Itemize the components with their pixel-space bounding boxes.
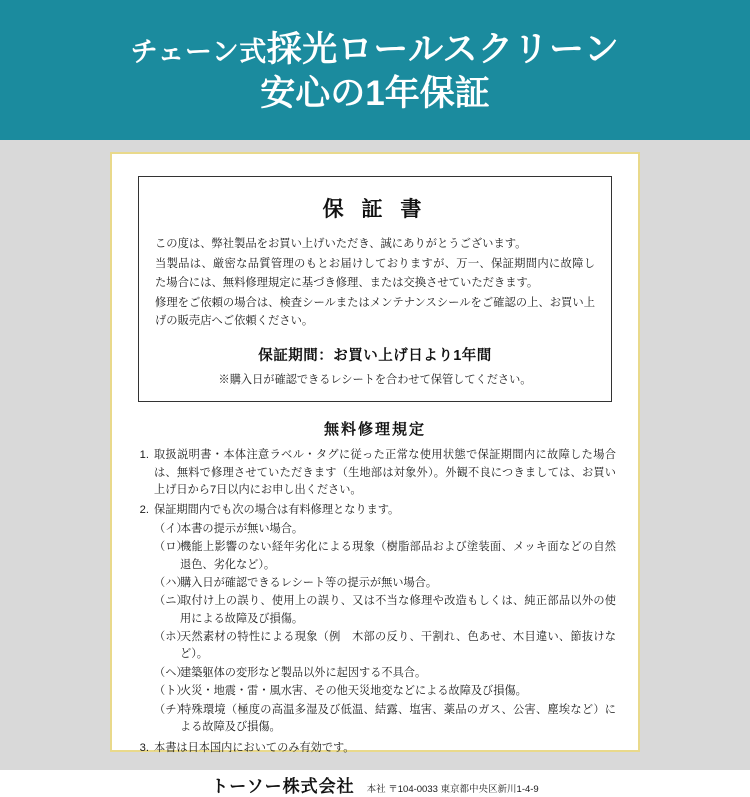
rule-sub-mark: （ホ） [154, 631, 188, 644]
rule-sub-text: 建築躯体の変形など製品以外に起因する不具合。 [180, 666, 427, 679]
rule-sub-item [154, 702, 616, 737]
rule-text: 取扱説明書・本体注意ラベル・タグに従った正常な使用状態で保証期間内に故障した場合は、無料で修理させていただきます（生地部は対象外）。外観不良につきましては、お買い上げ日から7日以内にお申し出ください。 [154, 449, 616, 497]
rule-sub-item [154, 593, 616, 628]
rule-sub-text: 取付け上の誤り、使用上の誤り、又は不当な修理や改造もしくは、純正部品以外の使用による故障及び損傷。 [180, 595, 616, 625]
rule-sub-item [154, 665, 616, 682]
rule-sub-item [154, 683, 616, 700]
rule-number: 2. [139, 503, 149, 516]
rule-text: 保証期間内でも次の場合は有料修理となります。 [154, 503, 400, 516]
rule-number: 1. [139, 449, 149, 462]
rule-sub-mark: （ロ） [154, 541, 188, 554]
banner-title-line-1 [130, 29, 620, 69]
header-banner [0, 0, 750, 140]
rule-sub-text: 本書の提示が無い場合。 [180, 522, 304, 535]
rule-sub-list [134, 521, 616, 736]
company-name: トーソー株式会社 [211, 776, 355, 796]
warranty-note: ※購入日が確認できるレシートを合わせて保管してください。 [218, 374, 532, 387]
rules-list [134, 447, 616, 757]
card-footer [134, 772, 616, 797]
company-address: 本社 〒104-0033 東京都中央区新川1-4-9 [366, 783, 539, 795]
rule-sub-mark: （ハ） [154, 577, 188, 589]
rules-title: 無料修理規定 [323, 421, 426, 439]
rule-sub-item [154, 521, 616, 538]
banner-title-line-2: 安心の1年保証 [260, 74, 490, 114]
rule-sub-text: 天然素材の特性による現象（例 木部の反り、干割れ、色あせ、木目違い、節抜けなど）。 [180, 631, 616, 661]
warranty-paragraph: この度は、弊社製品をお買い上げいただき、誠にありがとうございます。 [155, 238, 527, 250]
banner-title-main: 採光ロールスクリーン [266, 29, 620, 69]
warranty-title: 保 証 書 [322, 198, 428, 221]
banner-title-prefix: チェーン式 [130, 36, 267, 67]
rule-sub-mark: （ト） [154, 685, 188, 698]
rule-sub-mark: （チ） [154, 703, 188, 716]
rule-sub-text: 機能上影響のない経年劣化による現象（樹脂部品および塗装面、メッキ面などの自然退色、劣化など）。 [180, 541, 616, 571]
warranty-box [138, 176, 612, 402]
rule-item [134, 502, 616, 519]
warranty-card [110, 152, 640, 796]
rule-text: 本書は日本国内においてのみ有効です。 [154, 742, 355, 755]
warranty-period: 保証期間：お買い上げ日より1年間 [258, 348, 492, 365]
rule-sub-text: 購入日が確認できるレシート等の提示が無い場合。 [180, 577, 438, 589]
document-body-area [0, 140, 750, 796]
rule-sub-mark: （ニ） [154, 595, 188, 608]
rule-item [134, 740, 616, 757]
warranty-paragraph: 修理をご依頼の場合は、検査シールまたはメンテナンスシールをご確認の上、お買い上げの販売店へご依頼ください。 [155, 296, 595, 328]
rule-sub-item [154, 539, 616, 574]
rule-number: 3. [139, 742, 149, 755]
rule-sub-text: 特殊環境（極度の高温多湿及び低温、結露、塩害、薬品のガス、公害、塵埃など）による故障及び損傷。 [180, 703, 616, 733]
rule-sub-item [154, 575, 616, 592]
warranty-paragraph: 当製品は、厳密な品質管理のもとお届けしておりますが、万一、保証期間内に故障した場合には、無料修理規定に基づき修理、または交換させていただきます。 [155, 258, 595, 289]
rule-sub-item [154, 629, 616, 664]
rule-sub-text: 火災・地震・雷・風水害、その他天災地変などによる故障及び損傷。 [180, 685, 527, 698]
rule-sub-mark: （イ） [154, 522, 188, 535]
rule-sub-mark: （ヘ） [154, 666, 188, 679]
rule-item [134, 447, 616, 499]
